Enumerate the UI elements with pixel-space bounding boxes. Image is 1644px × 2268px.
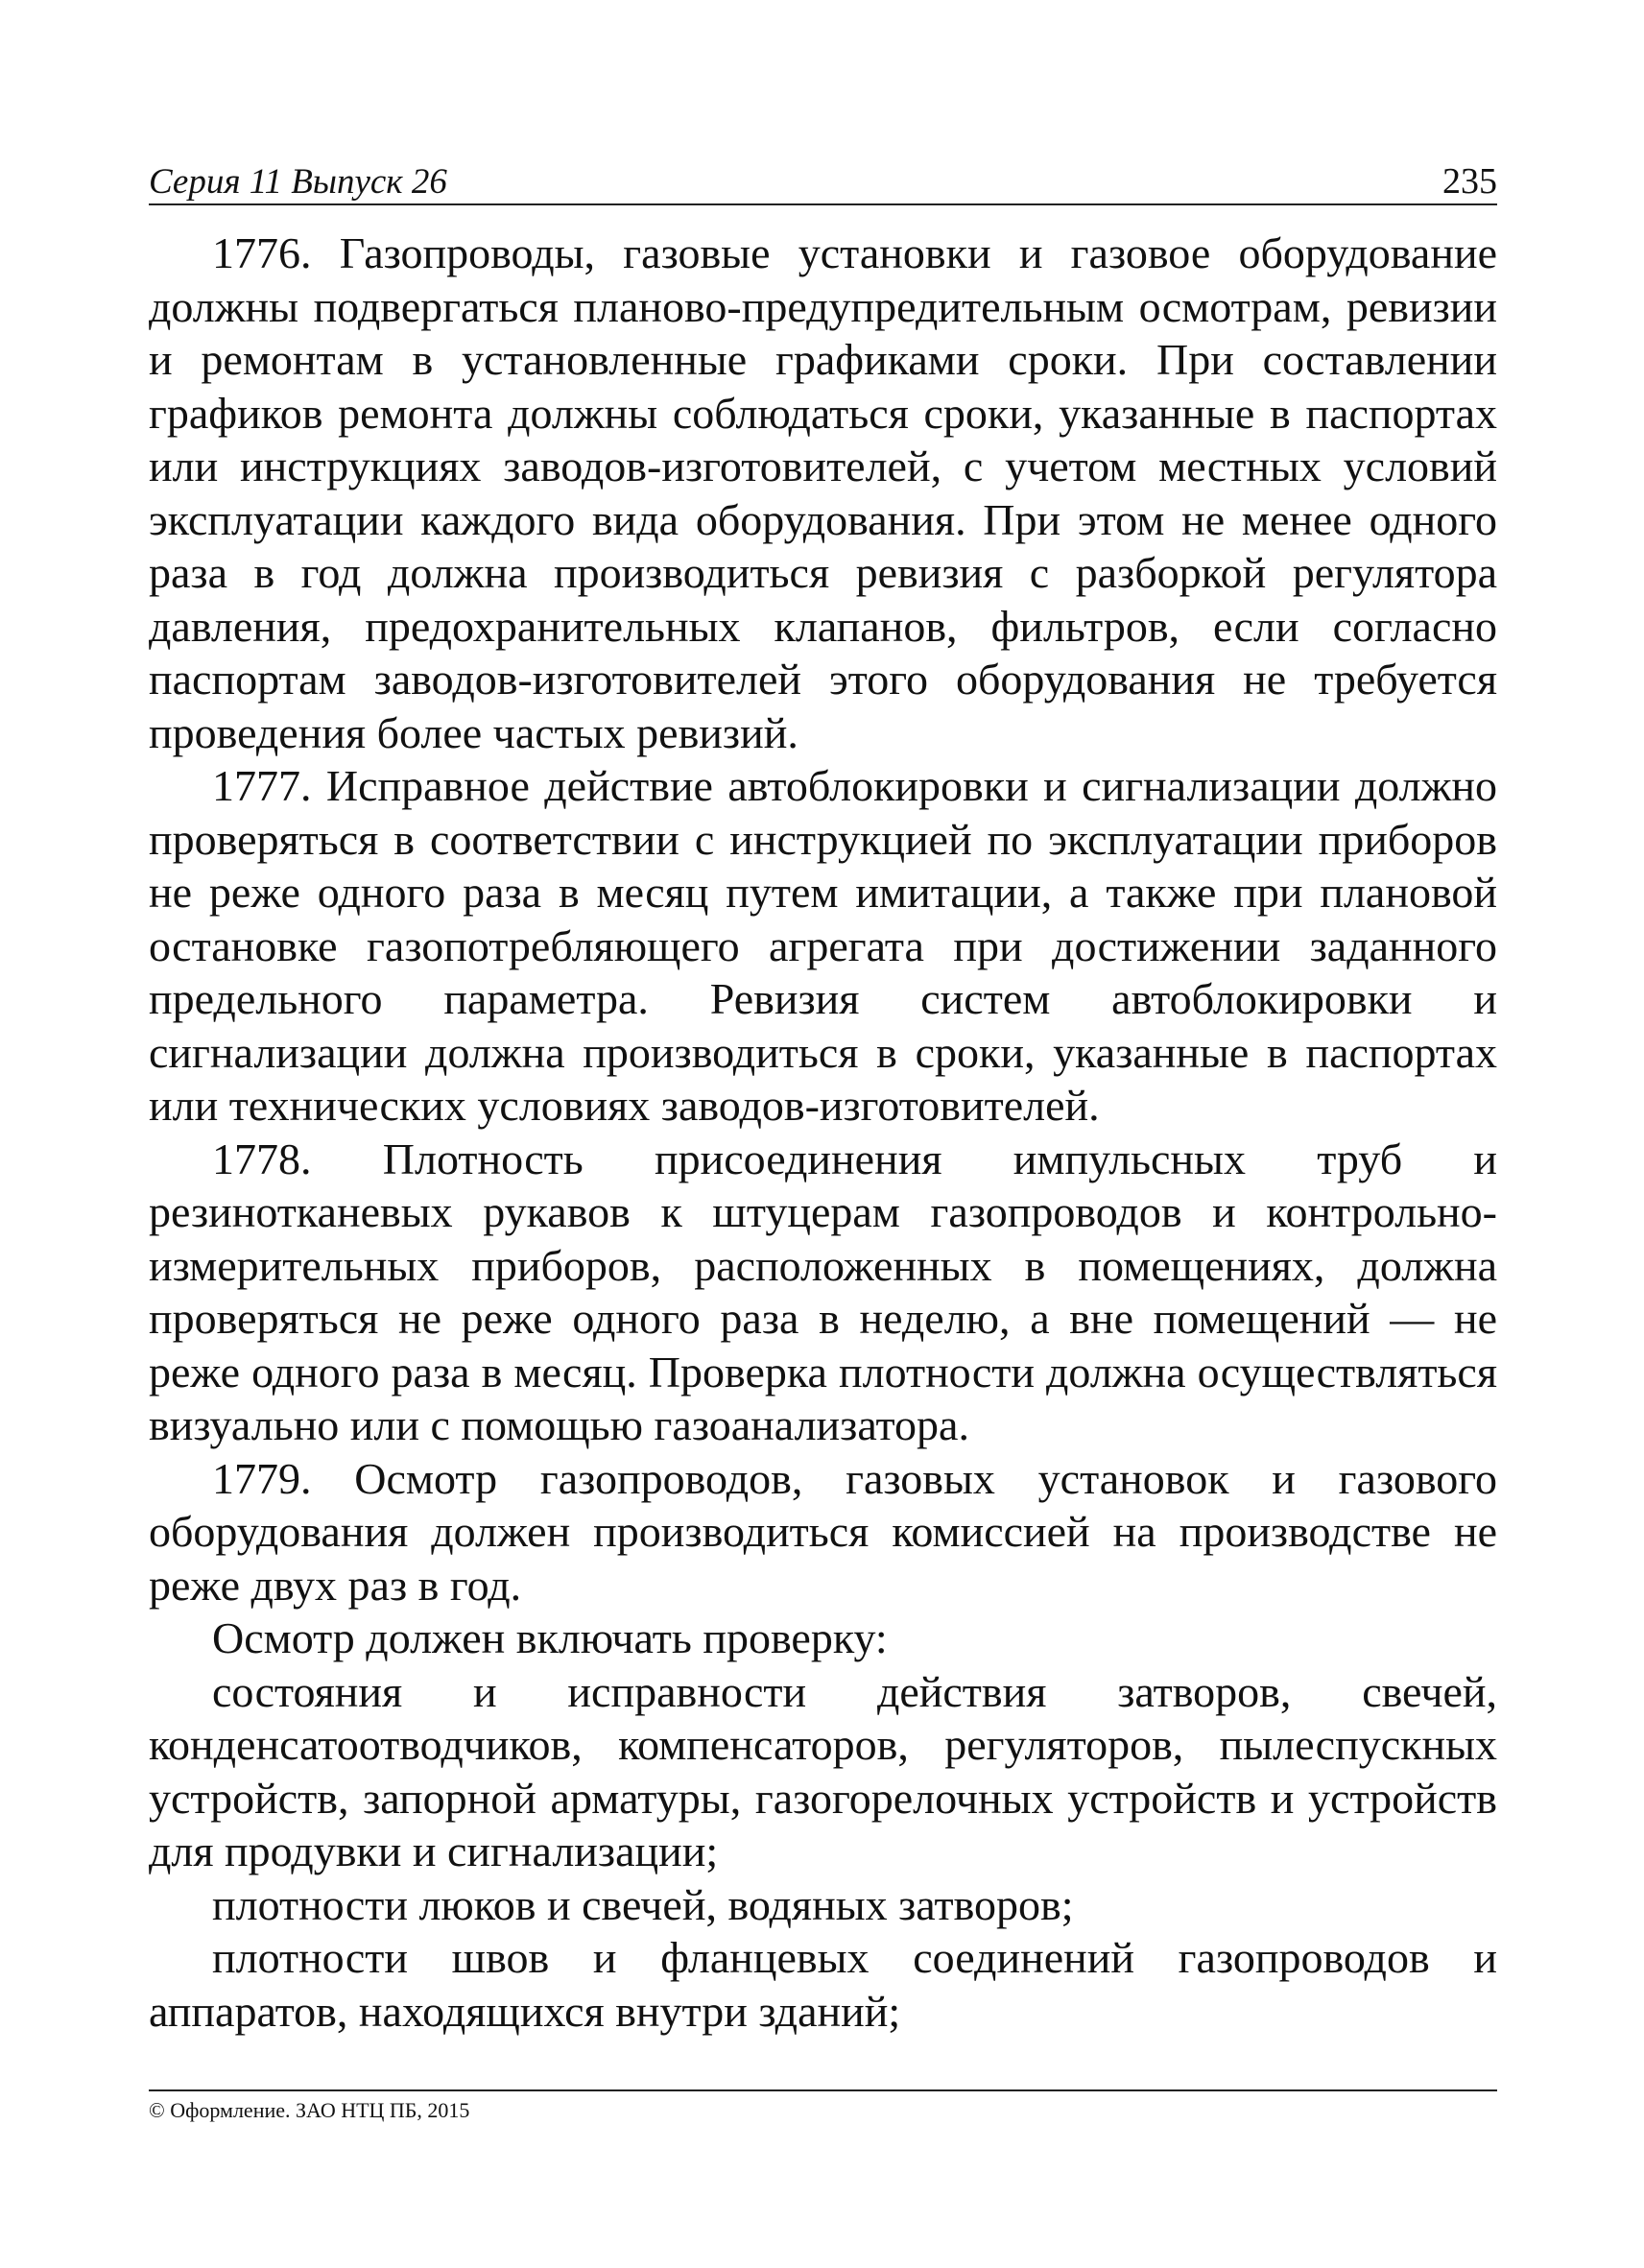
paragraph-1778: 1778. Плотность присоединения импульсных труб и резинотканевых рукавов к штуцерам газопроводов и контрольно-измерительных приборов, расположенных в помещениях, должна проверяться не реже одного раза в неделю, а вне помещений — не реже одного раза в месяц. Проверка плотности должна осуществляться визуально или с помощью газоанализатора. [149,1134,1497,1449]
document-page [149,154,1497,2038]
footer-copyright: © Оформление. ЗАО НТЦ ПБ, 2015 [149,2098,470,2122]
series-title: Серия 11 Выпуск 26 [149,162,447,202]
body-text [149,227,1497,2038]
running-header [149,154,1497,205]
list-item: плотности люков и свечей, водяных затворов; [212,1879,1074,1929]
list-item: плотности швов и фланцевых соединений газопроводов и аппаратов, находящихся внутри зданий; [149,1933,1497,2036]
paragraph-1779: 1779. Осмотр газопроводов, газовых установок и газового оборудования должен производиться комиссией на производстве не реже двух раз в год. [149,1453,1497,1610]
inspection-intro: Осмотр должен включать проверку: [212,1613,888,1662]
footer-divider [149,2089,1497,2091]
paragraph-1777: 1777. Исправное действие автоблокировки и сигнализации должно проверяться в соответствии с инструкцией по эксплуатации приборов не реже одного раза в месяц путем имитации, а также при плановой остановке газопотребляющего агрегата при достижении заданного предельного параметра. Ревизия систем автоблокировки и сигнализации должна производиться в сроки, указанные в паспортах или технических условиях заводов-изготовителей. [149,761,1497,1130]
paragraph-1776: 1776. Газопроводы, газовые установки и газовое оборудование должны подвергаться планово-предупредительным осмотрам, ревизии и ремонтам в установленные графиками сроки. При составлении графиков ремонта должны соблюдаться сроки, указанные в паспортах или инструкциях заводов-изготовителей, с учетом местных условий эксплуатации каждого вида оборудования. При этом не менее одного раза в год должна производиться ревизия с разборкой регулятора давления, предохранительных клапанов, фильтров, если согласно паспортам заводов-изготовителей этого оборудования не требуется проведения более частых ревизий. [149,228,1497,757]
page-number: 235 [1442,161,1497,202]
list-item: состояния и исправности действия затворов, свечей, конденсатоотводчиков, компенсаторов, регуляторов, пылеспускных устройств, запорной арматуры, газогорелочных устройств и устройств для продувки и сигнализации; [149,1666,1497,1875]
